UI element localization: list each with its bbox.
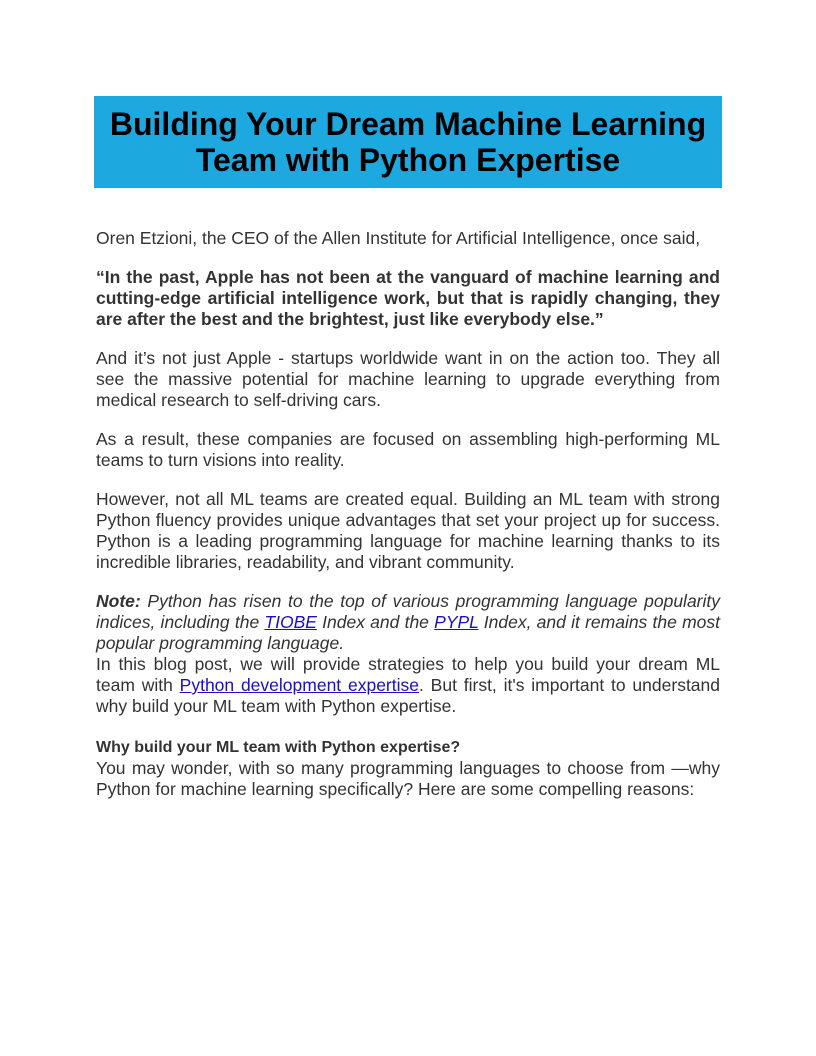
- note-label: Note:: [96, 591, 141, 611]
- page-title: [110, 106, 706, 178]
- note-paragraph: [96, 591, 720, 654]
- blog-post-text-before: In this blog post, we will provide strategies to help you build your dream ML team with: [96, 654, 720, 695]
- article-body: [96, 228, 720, 800]
- paragraph-apple-startups: And it’s not just Apple - startups worldwide want in on the action too. They all see the massive potential for machine learning to upgrade everything from medical research to self-driving cars.: [96, 348, 720, 410]
- note-text-middle: Index and the: [316, 612, 435, 632]
- paragraph-compelling-reasons: You may wonder, with so many programming languages to choose from —why Python for machine learning specifically? Here are some compelling reasons:: [96, 758, 720, 799]
- note-text-after: Index, and it remains the most popular programming language.: [96, 612, 720, 653]
- blog-post-text-after: . But first, it's important to understand why build your ML team with Python expertise.: [96, 675, 720, 716]
- paragraph-ml-teams: As a result, these companies are focused on assembling high-performing ML teams to turn visions into reality.: [96, 429, 720, 470]
- tiobe-link[interactable]: TIOBE: [264, 612, 317, 632]
- title-line-1: Building Your Dream Machine Learning: [109, 106, 707, 142]
- title-banner: [94, 96, 722, 188]
- python-development-link[interactable]: Python development expertise: [179, 675, 419, 695]
- quote-paragraph: “In the past, Apple has not been at the vanguard of machine learning and cutting-edge artificial intelligence work, but that is rapidly changing, they are after the best and the brightest, just like everybody else.”: [96, 267, 720, 329]
- intro-paragraph: Oren Etzioni, the CEO of the Allen Institute for Artificial Intelligence, once said,: [96, 228, 701, 248]
- pypl-link[interactable]: PYPL: [434, 612, 479, 632]
- title-line-2: Team with Python Expertise: [195, 142, 621, 178]
- note-text-before: Python has risen to the top of various programming language popularity indices, including the: [96, 591, 720, 632]
- section-heading: Why build your ML team with Python expertise?: [96, 739, 461, 756]
- paragraph-python-fluency: However, not all ML teams are created equal. Building an ML team with strong Python fluency provides unique advantages that set your project up for success. Python is a leading programming language for machine learning thanks to its incredible libraries, readability, and vibrant community.: [96, 489, 720, 572]
- paragraph-blog-post: [96, 654, 720, 717]
